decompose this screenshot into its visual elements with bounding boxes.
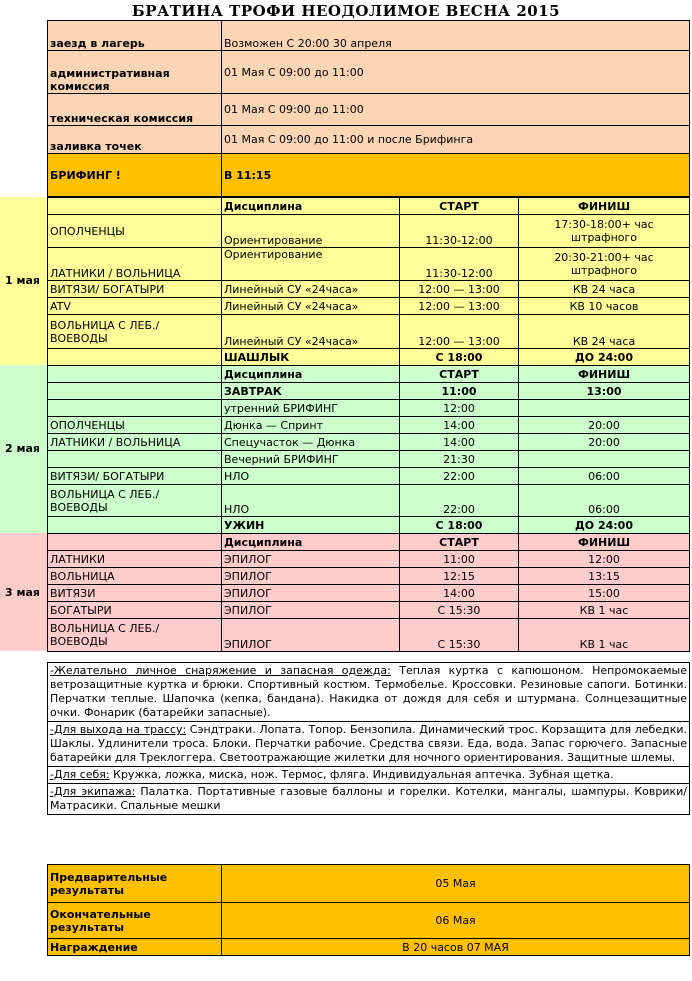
discipline-cell: НЛО [222,485,400,517]
discipline-cell: Ориентирование [222,248,400,281]
discipline-cell: ШАШЛЫК [222,349,400,366]
team-cell: ЛАТНИКИ / ВОЛЬНИЦА [48,434,222,451]
start-cell: 22:00 [400,468,519,485]
finish-cell: ДО 24:00 [519,517,690,534]
finish-cell [519,400,690,417]
team-cell [48,451,222,468]
discipline-cell: ЭПИЛОГ [222,619,400,652]
finish-cell: 15:00 [519,585,690,602]
results-label: Окончательные результаты [48,903,222,939]
team-cell: ВОЛЬНИЦА [48,568,222,585]
team-cell: ВОЛЬНИЦА С ЛЕБ./ ВОЕВОДЫ [48,315,222,349]
info-label: заезд в лагерь [48,21,222,51]
finish-cell: 13:15 [519,568,690,585]
start-cell: 11:00 [400,551,519,568]
discipline-cell: ЭПИЛОГ [222,585,400,602]
start-cell: 12:15 [400,568,519,585]
start-cell: С 18:00 [400,349,519,366]
team-cell: ВОЛЬНИЦА С ЛЕБ./ ВОЕВОДЫ [48,619,222,652]
day-label: 1 мая [5,274,40,287]
equipment-heading: -Для экипажа: [50,785,136,798]
table-row [48,619,690,652]
column-header-finish: ФИНИШ [519,198,690,215]
day-label: 2 мая [5,442,40,455]
equipment-text: Палатка. Портативные газовые баллоны и горелки. Котелки, мангалы, шампуры. Коврики/Матрасики. Спальные мешки [50,785,688,812]
table-row [48,451,690,468]
info-value: Возможен С 20:00 30 апреля [222,21,690,51]
table-row [48,485,690,517]
finish-cell: 17:30-18:00+ час штрафного [519,215,690,248]
finish-cell: 12:00 [519,551,690,568]
table-row [48,551,690,568]
discipline-cell: ЭПИЛОГ [222,568,400,585]
results-table [47,864,690,956]
table-row [48,400,690,417]
column-header-discipline: Дисциплина [222,534,400,551]
info-value: 01 Мая С 09:00 до 11:00 [222,51,690,94]
table-row [48,417,690,434]
team-cell: БОГАТЫРИ [48,602,222,619]
table-row [48,585,690,602]
start-cell: 11:30-12:00 [400,248,519,281]
start-cell: 14:00 [400,417,519,434]
equipment-section [48,722,689,767]
finish-cell [519,451,690,468]
finish-cell: 13:00 [519,383,690,400]
briefing-label: БРИФИНГ ! [48,154,222,197]
results-value: В 20 часов 07 МАЯ [222,939,690,956]
column-header-start: СТАРТ [400,534,519,551]
discipline-cell: Линейный СУ «24часа» [222,315,400,349]
start-cell: С 15:30 [400,619,519,652]
info-table [47,20,690,197]
equipment-section [48,784,689,814]
results-value: 06 Мая [222,903,690,939]
equipment-heading: -Для себя: [50,768,110,781]
start-cell: 12:00 [400,400,519,417]
discipline-cell: Спецучасток — Дюнка [222,434,400,451]
start-cell: 12:00 — 13:00 [400,298,519,315]
info-value: 01 Мая С 09:00 до 11:00 и после Брифинга [222,126,690,154]
table-row [48,468,690,485]
team-cell: ОПОЛЧЕНЦЫ [48,215,222,248]
finish-cell: 20:00 [519,434,690,451]
column-header-discipline: Дисциплина [222,198,400,215]
start-cell: 14:00 [400,434,519,451]
team-cell: ОПОЛЧЕНЦЫ [48,417,222,434]
info-label: административная комиссия [48,51,222,94]
team-cell: ВИТЯЗИ/ БОГАТЫРИ [48,468,222,485]
finish-cell: КВ 10 часов [519,298,690,315]
finish-cell: КВ 1 час [519,619,690,652]
finish-cell: КВ 24 часа [519,315,690,349]
start-cell: 12:00 — 13:00 [400,315,519,349]
start-cell: 21:30 [400,451,519,468]
table-row [48,434,690,451]
equipment-text: Сэндтраки. Лопата. Топор. Бензопила. Динамический трос. Корзащита для лебедки. Шаклы. Удлинители троса. Блоки. Перчатки рабочие. Средства связи. Еда, вода. Запас горючего. Запасные батарейки для Треклоггера. Светоотражающие жилетки для ночного ориентирования. Защитные шлемы. [50,723,687,764]
discipline-cell: Линейный СУ «24часа» [222,281,400,298]
table-row [48,215,690,248]
page-title: БРАТИНА ТРОФИ НЕОДОЛИМОЕ ВЕСНА 2015 [131,2,561,20]
table-row [48,315,690,349]
info-label: техническая комиссия [48,94,222,126]
finish-cell: 06:00 [519,485,690,517]
start-cell: С 15:30 [400,602,519,619]
results-label: Предварительные результаты [48,865,222,903]
equipment-heading: -Желательно личное снаряжение и запасная одежда: [50,664,391,677]
info-value: 01 Мая С 09:00 до 11:00 [222,94,690,126]
column-header-start: СТАРТ [400,198,519,215]
discipline-cell: Линейный СУ «24часа» [222,298,400,315]
results-label: Награждение [48,939,222,956]
equipment-section [48,663,689,722]
equipment-notes [47,662,690,815]
team-cell [48,400,222,417]
equipment-text: Кружка, ложка, миска, нож. Термос, фляга. Индивидуальная аптечка. Зубная щетка. [109,768,614,781]
finish-cell: КВ 24 часа [519,281,690,298]
start-cell: 11:00 [400,383,519,400]
finish-cell: КВ 1 час [519,602,690,619]
team-cell: ЛАТНИКИ / ВОЛЬНИЦА [48,248,222,281]
team-cell: ЛАТНИКИ [48,551,222,568]
discipline-cell: НЛО [222,468,400,485]
discipline-cell: Дюнка — Спринт [222,417,400,434]
day-label: 3 мая [5,586,40,599]
start-cell: 11:30-12:00 [400,215,519,248]
finish-cell: 20:00 [519,417,690,434]
start-cell: 22:00 [400,485,519,517]
team-cell: ВИТЯЗИ [48,585,222,602]
table-row [48,281,690,298]
schedule-table [47,197,690,652]
table-row [48,939,690,956]
discipline-cell: ЭПИЛОГ [222,551,400,568]
finish-cell: 20:30-21:00+ час штрафного [519,248,690,281]
team-cell: ВОЛЬНИЦА С ЛЕБ./ ВОЕВОДЫ [48,485,222,517]
table-row [48,865,690,903]
discipline-cell: ЭПИЛОГ [222,602,400,619]
start-cell: 14:00 [400,585,519,602]
equipment-text: Теплая куртка с капюшоном. Непромокаемые ветрозащитные куртка и брюки. Спортивный костюм. Термобелье. Кроссовки. Резиновые сапоги. Ботинки. Перчатки теплые. Шапочка (кепка, бандана). Накидка от дождя для себя и штурмана. Солнцезащитные очки. Фонарик (батарейки запасные). [50,664,687,719]
table-row [48,602,690,619]
discipline-cell: УЖИН [222,517,400,534]
finish-cell: 06:00 [519,468,690,485]
discipline-cell: Ориентирование [222,215,400,248]
column-header-start: СТАРТ [400,366,519,383]
equipment-heading: -Для выхода на трассу: [50,723,187,736]
column-header-discipline: Дисциплина [222,366,400,383]
equipment-section [48,767,689,784]
table-row [48,248,690,281]
table-row [48,517,690,534]
start-cell: С 18:00 [400,517,519,534]
start-cell: 12:00 — 13:00 [400,281,519,298]
table-row [48,298,690,315]
table-row [48,568,690,585]
team-cell: ATV [48,298,222,315]
table-row [48,383,690,400]
discipline-cell: утренний БРИФИНГ [222,400,400,417]
column-header-finish: ФИНИШ [519,366,690,383]
table-row [48,349,690,366]
info-label: заливка точек [48,126,222,154]
results-value: 05 Мая [222,865,690,903]
table-row [48,903,690,939]
column-header-finish: ФИНИШ [519,534,690,551]
discipline-cell: Вечерний БРИФИНГ [222,451,400,468]
briefing-value: В 11:15 [222,154,690,197]
discipline-cell: ЗАВТРАК [222,383,400,400]
finish-cell: ДО 24:00 [519,349,690,366]
team-cell: ВИТЯЗИ/ БОГАТЫРИ [48,281,222,298]
